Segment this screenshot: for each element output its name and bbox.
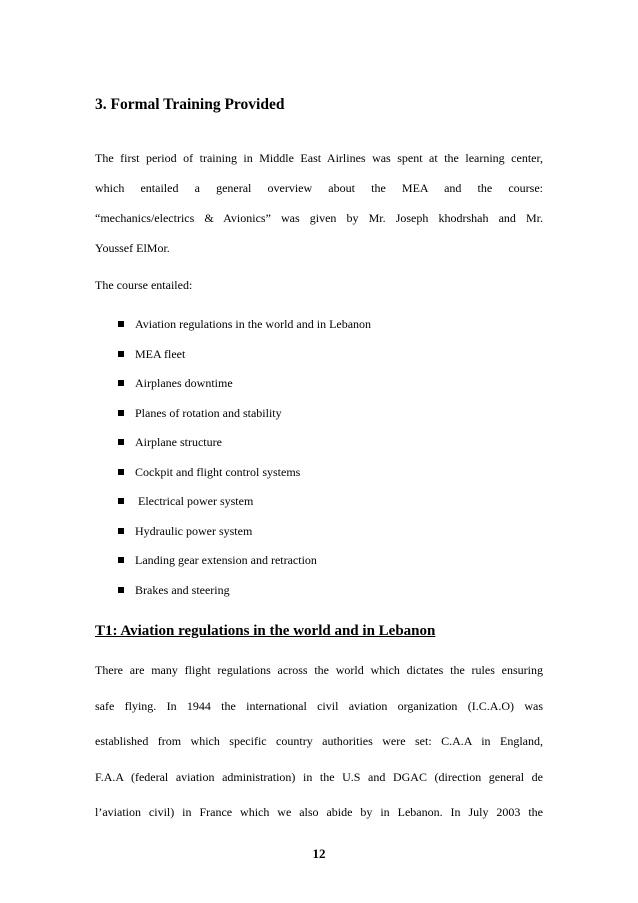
square-bullet-icon bbox=[118, 498, 124, 504]
section-heading: 3. Formal Training Provided bbox=[95, 96, 285, 113]
regulations-paragraph bbox=[95, 653, 543, 831]
paragraph-line: established from which specific country authorities were set: C.A.A in England, bbox=[95, 734, 543, 748]
paragraph-line: There are many flight regulations across the world which dictates the rules ensuring bbox=[95, 663, 543, 677]
square-bullet-icon bbox=[118, 469, 124, 475]
paragraph-line: l’aviation civil) in France which we also abide by in Lebanon. In July 2003 the bbox=[95, 805, 543, 819]
list-item: Planes of rotation and stability bbox=[118, 399, 371, 429]
list-item: Electrical power system bbox=[118, 487, 371, 517]
list-item: MEA fleet bbox=[118, 340, 371, 370]
list-item: Aviation regulations in the world and in Lebanon bbox=[118, 310, 371, 340]
square-bullet-icon bbox=[118, 380, 124, 386]
list-item: Landing gear extension and retraction bbox=[118, 546, 371, 576]
square-bullet-icon bbox=[118, 587, 124, 593]
list-item: Hydraulic power system bbox=[118, 517, 371, 547]
training-paragraph bbox=[95, 143, 543, 263]
square-bullet-icon bbox=[118, 410, 124, 416]
square-bullet-icon bbox=[118, 557, 124, 563]
square-bullet-icon bbox=[118, 528, 124, 534]
list-item: Brakes and steering bbox=[118, 576, 371, 606]
square-bullet-icon bbox=[118, 351, 124, 357]
paragraph-line: safe flying. In 1944 the international civil aviation organization (I.C.A.O) was bbox=[95, 698, 543, 713]
list-item: Cockpit and flight control systems bbox=[118, 458, 371, 488]
page-number: 12 bbox=[312, 846, 326, 861]
square-bullet-icon bbox=[118, 321, 124, 327]
topic-heading: T1: Aviation regulations in the world and in Lebanon bbox=[95, 623, 436, 639]
paragraph-line: which entailed a general overview about the MEA and the course: bbox=[95, 181, 543, 195]
paragraph-line: Youssef ElMor. bbox=[95, 241, 170, 255]
course-topics-list bbox=[118, 310, 371, 605]
list-item: Airplanes downtime bbox=[118, 369, 371, 399]
course-intro: The course entailed: bbox=[95, 278, 193, 292]
paragraph-line: “mechanics/electrics & Avionics” was given by Mr. Joseph khodrshah and Mr. bbox=[95, 211, 543, 225]
paragraph-line: F.A.A (federal aviation administration) in the U.S and DGAC (direction general de bbox=[95, 769, 543, 784]
list-item: Airplane structure bbox=[118, 428, 371, 458]
square-bullet-icon bbox=[118, 439, 124, 445]
paragraph-line: The first period of training in Middle East Airlines was spent at the learning center, bbox=[95, 151, 543, 165]
